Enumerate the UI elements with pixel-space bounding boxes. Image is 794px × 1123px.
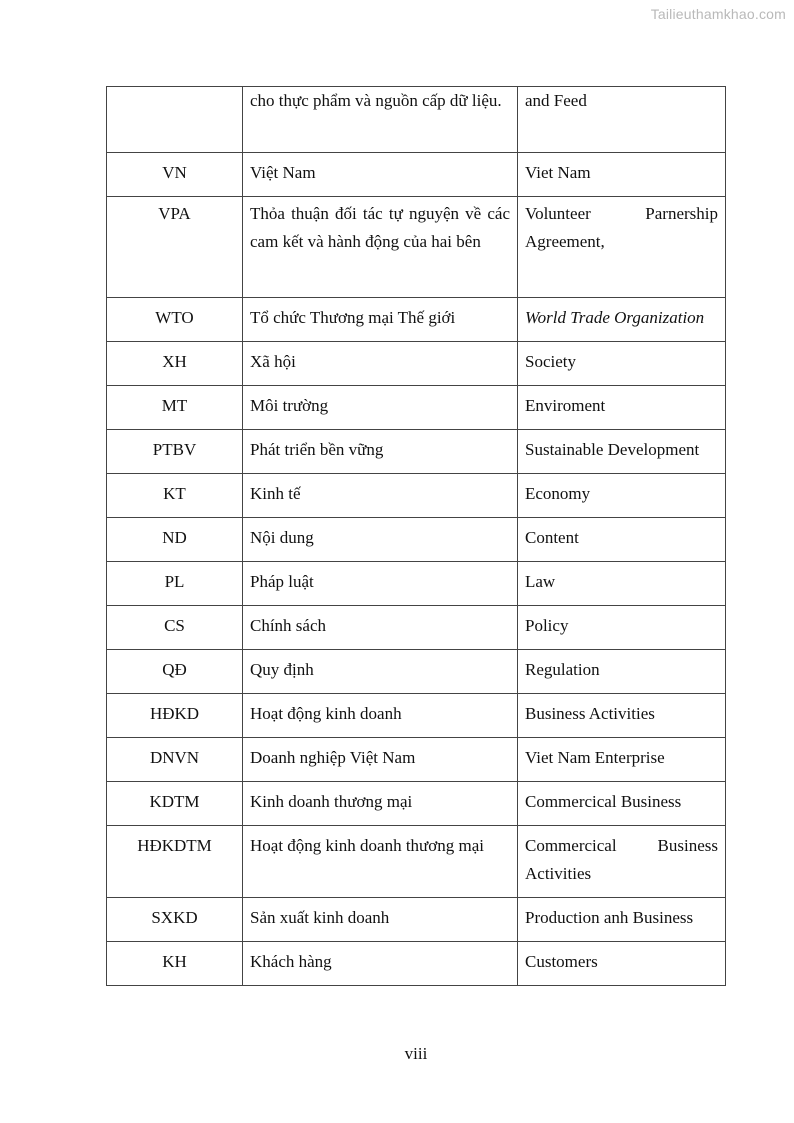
abbreviation-cell: HĐKD [107,694,243,738]
english-term-cell: Viet Nam [518,153,726,197]
table-row [107,474,726,518]
table-row [107,606,726,650]
english-term-cell: Customers [518,942,726,986]
table-row [107,694,726,738]
english-term-cell: Law [518,562,726,606]
english-term-cell: and Feed [518,87,726,153]
table-row [107,738,726,782]
page-number: viii [404,1044,428,1063]
table-row [107,782,726,826]
vietnamese-term-cell: Hoạt động kinh doanh thương mại [243,826,518,898]
abbreviation-cell [107,87,243,153]
abbreviation-cell: ND [107,518,243,562]
english-term-cell: Business Activities [518,694,726,738]
english-term-cell: Policy [518,606,726,650]
english-term-cell: Society [518,342,726,386]
english-term-cell: Viet Nam Enterprise [518,738,726,782]
vietnamese-term-cell: Tổ chức Thương mại Thế giới [243,298,518,342]
abbreviation-cell: KT [107,474,243,518]
abbreviation-cell: SXKD [107,898,243,942]
table-row [107,342,726,386]
english-term-cell: Commercical Business [518,782,726,826]
vietnamese-term-cell: Pháp luật [243,562,518,606]
abbreviation-cell: CS [107,606,243,650]
vietnamese-term-cell: Phát triển bền vững [243,430,518,474]
table-row [107,562,726,606]
vietnamese-term-cell: Thỏa thuận đối tác tự nguyện về các cam kết và hành động của hai bên [243,197,518,298]
english-term-cell: Production anh Business [518,898,726,942]
table-row [107,386,726,430]
table-row [107,650,726,694]
vietnamese-term-cell: Nội dung [243,518,518,562]
english-term-cell: Commercical Business Activities [518,826,726,898]
vietnamese-term-cell: Hoạt động kinh doanh [243,694,518,738]
table-row [107,826,726,898]
vietnamese-term-cell: Quy định [243,650,518,694]
vietnamese-term-cell: Kinh tế [243,474,518,518]
english-term-cell: Regulation [518,650,726,694]
abbreviation-cell: KH [107,942,243,986]
abbreviation-cell: MT [107,386,243,430]
abbreviation-cell: VN [107,153,243,197]
vietnamese-term-cell: cho thực phẩm và nguồn cấp dữ liệu. [243,87,518,153]
abbreviation-cell: PTBV [107,430,243,474]
vietnamese-term-cell: Doanh nghiệp Việt Nam [243,738,518,782]
english-term-cell: Content [518,518,726,562]
english-term-cell: Economy [518,474,726,518]
abbreviation-cell: PL [107,562,243,606]
abbreviation-cell: HĐKDTM [107,826,243,898]
vietnamese-term-cell: Xã hội [243,342,518,386]
vietnamese-term-cell: Chính sách [243,606,518,650]
table-row [107,87,726,153]
abbreviation-cell: DNVN [107,738,243,782]
watermark-text: Tailieuthamkhao.com [650,6,786,22]
abbreviation-cell: QĐ [107,650,243,694]
english-term-cell: Enviroment [518,386,726,430]
table-row [107,898,726,942]
table-row [107,942,726,986]
vietnamese-term-cell: Việt Nam [243,153,518,197]
english-term-cell: Sustainable Development [518,430,726,474]
table-row [107,298,726,342]
vietnamese-term-cell: Khách hàng [243,942,518,986]
abbreviation-table [106,86,726,986]
table-row [107,430,726,474]
vietnamese-term-cell: Sản xuất kinh doanh [243,898,518,942]
abbreviation-cell: VPA [107,197,243,298]
table-row [107,518,726,562]
english-term-cell: Volunteer Parnership Agreement, [518,197,726,298]
vietnamese-term-cell: Kinh doanh thương mại [243,782,518,826]
abbreviation-cell: WTO [107,298,243,342]
table-row [107,197,726,298]
abbreviation-cell: XH [107,342,243,386]
english-term-cell: World Trade Organization [518,298,726,342]
vietnamese-term-cell: Môi trường [243,386,518,430]
abbreviation-cell: KDTM [107,782,243,826]
table-row [107,153,726,197]
